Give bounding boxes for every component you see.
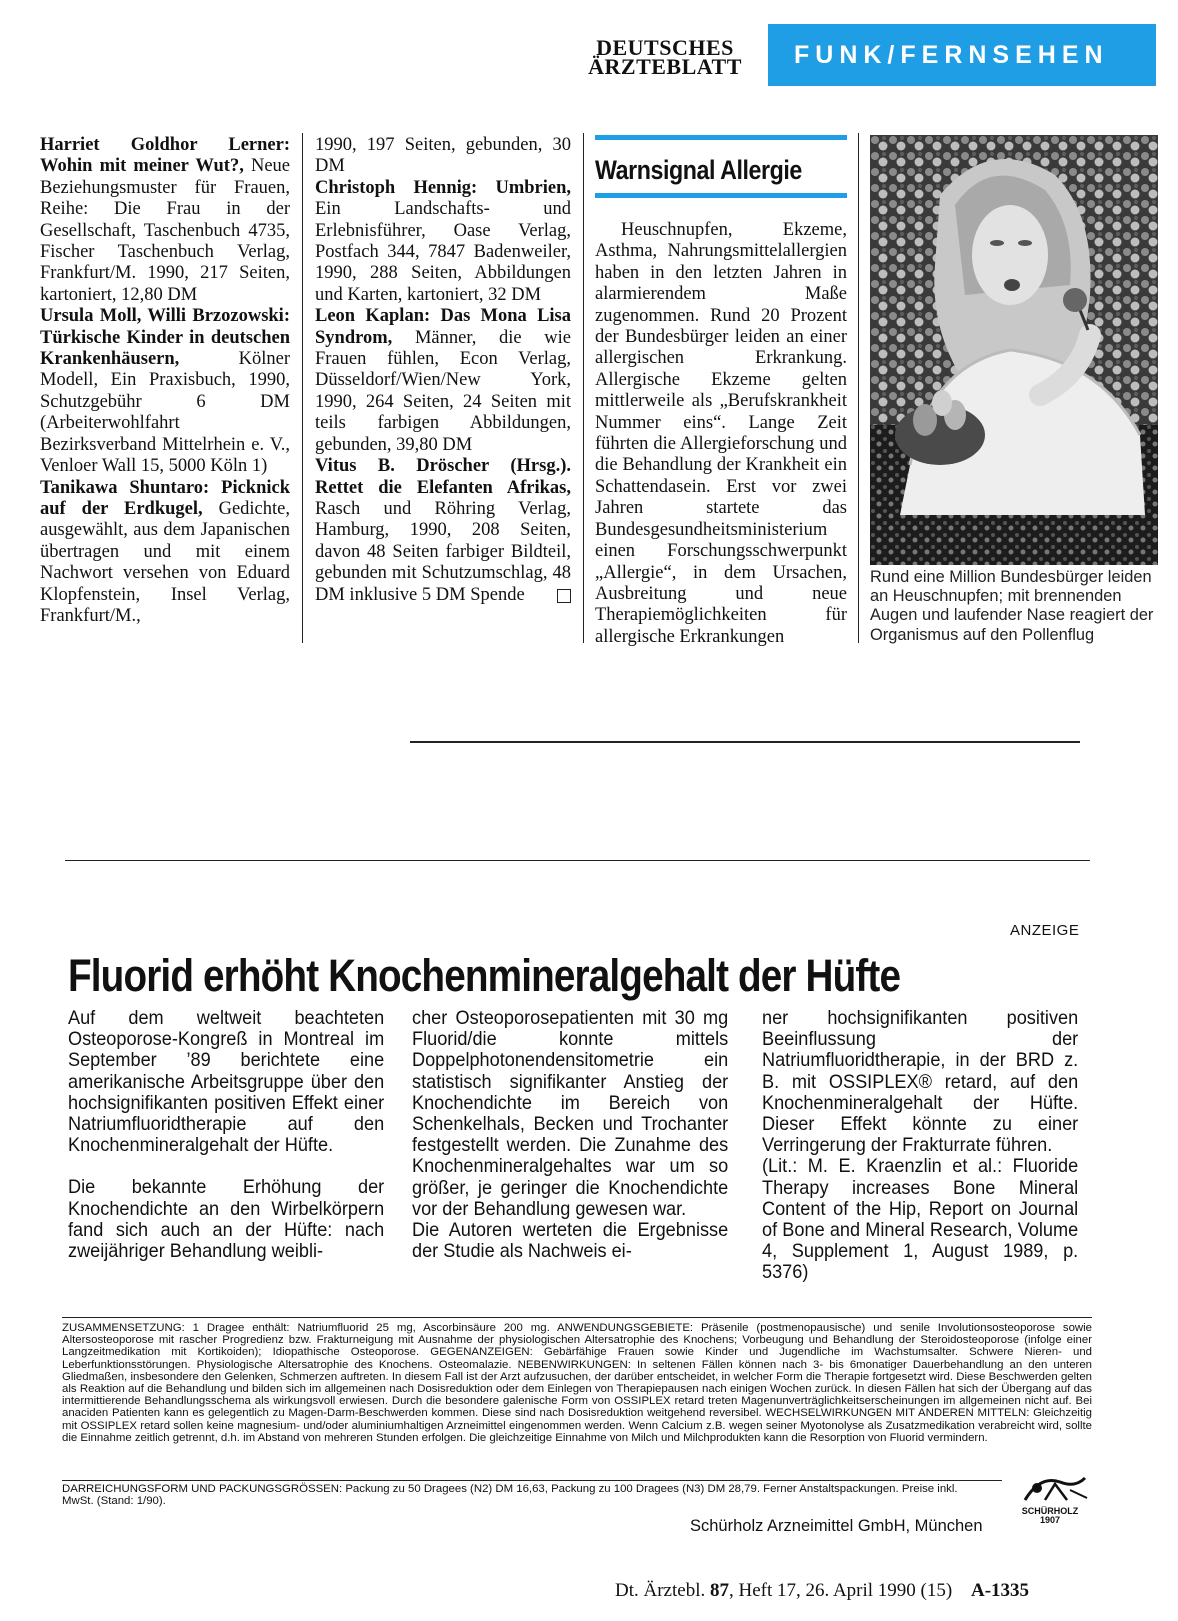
column-divider (583, 133, 584, 643)
book-author: Leon Kaplan: (315, 306, 431, 327)
book-title: Rettet die Elefanten Afrikas, (315, 477, 571, 498)
book-title: Das Mona Lisa Syndrom, (315, 306, 572, 348)
ad-column-1 (68, 1008, 384, 1262)
book-author: Harriet Goldhor Lerner: (40, 135, 290, 155)
ad-citation: (Lit.: M. E. Kraenzlin et al.: Fluoride Therapy increases Bone Mineral Content of the Hip, Report on Journal of Bone and Mineral Research, Volume 4, Supplement 1, August 1989, p. 5376) (762, 1155, 1079, 1284)
end-of-article-icon (557, 589, 571, 603)
book-title: Umbrien, (495, 177, 571, 198)
book-entry (315, 456, 571, 606)
column-divider (302, 133, 303, 643)
book-list-column-1 (40, 135, 290, 627)
section-label: FUNK/FERNSEHEN (768, 24, 1156, 86)
book-entry (40, 306, 290, 477)
ad-headline: Fluorid erhöht Knochenmineralgehalt der Hüfte (68, 950, 901, 1001)
book-details: Männer, die wie Frauen fühlen, Econ Verlag, Düsseldorf/Wien/New York, 1990, 264 Seiten, 24 Seiten mit teils farbigen Abbildungen, gebunden, 39,80 DM (315, 327, 571, 455)
packaging-rule (62, 1480, 1002, 1481)
book-title: Picknick auf der Erdkugel, (40, 477, 291, 519)
footer-issue: , Heft 17, 26. April 1990 (15) (728, 1580, 953, 1601)
page-footer (615, 1580, 1135, 1602)
ad-paragraph: cher Osteoporosepatienten mit 30 mg Fluorid/die konnte mittels Doppelphotonendensitometrie ein statistisch signifikanter Anstieg der Knochendichte im Bereich von Schenkelhals, Becken und Trochanter festgestellt werden. Die Zunahme des Knochenmineralgehaltes war um so größer, je geringer die Knochendichte vor der Behandlung gewesen war. (412, 1007, 729, 1220)
ad-column-3 (762, 1008, 1078, 1284)
masthead-line-1: DEUTSCHES (596, 35, 734, 60)
book-entry-continued: 1990, 197 Seiten, gebunden, 30 DM (315, 135, 571, 177)
article-text: Heuschnupfen, Ekzeme, Asthma, Nahrungsmittelallergien haben in den letzten Jahren in alarmierendem Maße zugenommen. Rund 20 Prozent der Bundesbürger leiden an einer allergischen Erkrankung. Allergische Ekzeme gelten mittlerweile als „Berufskrankheit Nummer eins“. Lange Zeit führten die Allergieforschung und die Behandlung der Krankheit ein Schattendasein. Erst vor zwei Jahren startete das Bundesgesundheitsministerium einen Forschungsschwerpunkt „Allergie“, in dem Ursachen, Ausbreitung und neue Therapiemöglichkeiten für allergische Erkrankungen (595, 220, 847, 647)
book-details: Neue Beziehungsmuster für Frauen, Reihe: Die Frau in der Gesellschaft, Taschenbuch 4735, Fischer Taschenbuch Verlag, Frankfurt/M. 1990, 217 Seiten, kartoniert, 12,80 DM (40, 156, 290, 305)
ad-paragraph: Die Autoren werteten die Ergebnisse der Studie als Nachweis ei- (412, 1219, 729, 1263)
journal-masthead (580, 35, 750, 79)
book-details: Kölner Modell, Ein Praxisbuch, 1990, Schutzgebühr 6 DM (Arbeiterwohlfahrt Bezirksverband Mittelrhein e. V., Venloer Wall 15, 5000 Köln 1) (40, 349, 290, 477)
section-divider (410, 741, 1080, 743)
article-title-bar-bottom (595, 193, 847, 198)
photo-caption: Rund eine Million Bundesbürger leiden an Heuschnupfen; mit brennenden Augen und laufender Nase reagiert der Organismus auf den Pollenflug (870, 568, 1154, 644)
ad-paragraph: ner hochsignifikanten positiven Beeinflussung der Natriumfluoridtherapie, in der BRD z. B. mit OSSIPLEX® retard, auf den Knochenmineralgehalt der Hüfte. Dieser Effekt könnte zu einer Verringerung der Frakturrate führen. (762, 1007, 1079, 1157)
book-author: Vitus B. Dröscher (Hrsg.). (315, 456, 571, 477)
book-entry (40, 135, 290, 306)
logo-wordmark (1005, 1507, 1095, 1525)
logo-year: 1907 (1039, 1515, 1061, 1525)
logo-name: SCHÜRHOLZ (1021, 1506, 1079, 1516)
article-title-bar-top (595, 135, 847, 140)
fineprint-rule (62, 1317, 1092, 1318)
ad-paragraph: Auf dem weltweit beachteten Osteoporose-Kongreß in Montreal im September ’89 berichtete eine amerikanische Arbeitsgruppe über den hochsignifikanten positiven Effekt einer Natriumfluoridtherapie auf den Knochenmineralgehalt der Hüfte. (68, 1007, 385, 1157)
company-name: Schürholz Arzneimittel GmbH, München (690, 1517, 983, 1535)
ad-fineprint: ZUSAMMENSETZUNG: 1 Dragee enthält: Natriumfluorid 25 mg, Ascorbinsäure 200 mg. ANWENDUNGSGEBIETE: Präsenile (postmenopausische) und senile Involutionsosteoporose sowie Altersosteoporose mit rascher Progredienz bzw. Frakturneigung mit Ausnahme der physiologischen Altersatrophie des Knochens; Vorbeugung und Behandlung der Steroidosteoporose (infolge einer Langzeitmedikation mit Kortikoiden); Idiopathische Osteoporose. GEGENANZEIGEN: Gebärfähige Frauen sowie Kinder und Jugendliche im Wachstumsalter. Schwere Nieren- und Leberfunktionsstörungen. Physiologische Altersatrophie des Knochens. Osteomalazie. NEBENWIRKUNGEN: In seltenen Fällen können nach 3- bis 6monatiger Dauerbehandlung an den unteren Gliedmaßen, insbesondere den Gelenken, Schmerzen auftreten. In diesem Fall ist der Arzt aufzusuchen, der darüber entscheidet, in welcher Form die Therapie fortgesetzt wird. Diese Beschwerden gelten als Reaktion auf die Behandlung und bilden sich im allgemeinen nach Dosisreduktion oder dem Einlegen von Therapiepausen nach einigen Wochen zurück. In diesen Fällen hat sich der Übergang auf das intermittierende Behandlungsschema als wirkungsvoll erwiesen. Durch die besondere galenische Form von OSSIPLEX retard treten Magenunverträglichkeitserscheinungen im allgemeinen nicht auf. Bei anaciden Patienten kann es gelegentlich zu Magen-Darm-Beschwerden kommen. Diese sind nach Dosisreduktion weitgehend reversibel. WECHSELWIRKUNGEN MIT ANDEREN MITTELN: Gleichzeitig mit OSSIPLEX retard sollen keine magnesium- und/oder aluminiumhaltigen Arzneimittel eingenommen werden. Wenn Calcium z.B. wegen seiner Myotonolyse als Zusatzmedikation verabreicht wird, sollte die Einnahme zeitlich getrennt, d.h. im Abstand von mehreren Stunden erfolgen. Die gleichzeitige Einnahme von Milch und Milchprodukten kann die Resorption von Fluorid vermindern. (62, 1322, 1092, 1444)
footer-journal: Dt. Ärztebl. (615, 1580, 706, 1601)
ad-column-2 (412, 1008, 728, 1262)
book-list-column-2 (315, 135, 571, 606)
book-title: Wohin mit meiner Wut?, (40, 156, 244, 177)
ad-label: ANZEIGE (1010, 922, 1080, 939)
book-entry (315, 306, 571, 456)
book-details: Rasch und Röhring Verlag, Hamburg, 1990, 208 Seiten, davon 48 Seiten farbiger Bildteil, gebunden mit Schutzumschlag, 48 DM inklusive 5 DM Spende (315, 498, 571, 605)
book-author: Christoph Hennig: (315, 177, 478, 198)
book-details: Ein Landschafts- und Erlebnisführer, Oase Verlag, Postfach 344, 7847 Badenweiler, 1990, 288 Seiten, Abbildungen und Karten, kartoniert, 32 DM (315, 199, 571, 305)
ad-packaging: DARREICHUNGSFORM UND PACKUNGSGRÖSSEN: Packung zu 50 Dragees (N2) DM 16,63, Packung zu 100 Dragees (N3) DM 28,79. Ferner Anstaltspackungen. Preise inkl. MwSt. (Stand: 1/90). (62, 1483, 958, 1508)
article-body (595, 220, 847, 648)
book-details: Gedichte, ausgewählt, aus dem Japanischen übertragen und mit einem Nachwort versehen von Eduard Klopfenstein, Insel Verlag, Frankfurt/M., (40, 498, 290, 626)
book-entry (40, 478, 290, 628)
book-title: Türkische Kinder in deutschen Krankenhäusern, (40, 327, 290, 370)
book-author: Tanikawa Shuntaro: (40, 477, 210, 498)
column-divider (858, 133, 859, 643)
page-number: A-1335 (970, 1580, 1030, 1601)
masthead-line-2: ÄRZTEBLATT (588, 54, 742, 79)
woman-with-flowers-image (870, 135, 1158, 565)
article-title: Warnsignal Allergie (595, 155, 802, 185)
footer-volume: 87 (709, 1580, 729, 1601)
book-entry (315, 178, 571, 306)
book-author: Ursula Moll, Willi Brzozowski: (40, 306, 290, 327)
ad-paragraph: Die bekannte Erhöhung der Knochendichte an den Wirbelkörpern fand sich auch an der Hüfte: nach zweijähriger Behandlung weibli- (68, 1176, 385, 1263)
ad-top-rule (65, 860, 1090, 861)
article-photo (870, 135, 1158, 565)
